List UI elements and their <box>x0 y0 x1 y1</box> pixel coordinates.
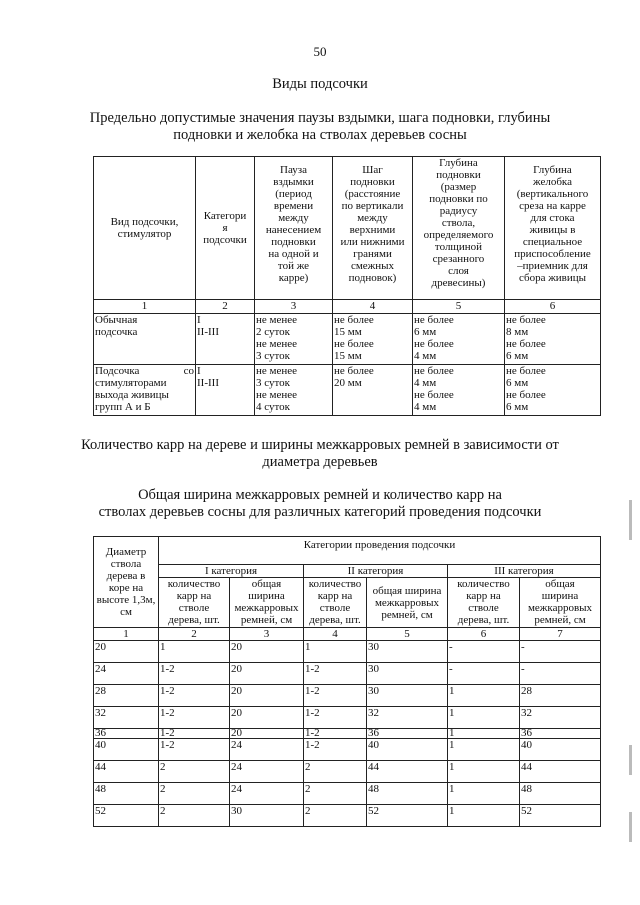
cell-word: со <box>183 365 194 377</box>
cell-line: 4 суток <box>256 401 290 413</box>
cell-line: не более <box>414 314 454 326</box>
table-cell: 44 <box>520 761 601 783</box>
cell-line: не более <box>414 389 454 401</box>
header-line: стволе <box>178 602 210 614</box>
cell-line: 4 мм <box>414 350 437 362</box>
table-cell: 28 <box>520 685 601 707</box>
table-cell: 24 <box>94 663 159 685</box>
table-cell: 48 <box>94 783 159 805</box>
cell-pause <box>255 314 333 365</box>
header-count <box>304 578 367 628</box>
column-number: 5 <box>413 300 505 314</box>
column-number: 4 <box>304 628 367 641</box>
cell-line: не более <box>334 365 374 377</box>
table-cell: 2 <box>304 761 367 783</box>
table-cell: 52 <box>94 805 159 827</box>
table-cell: 1 <box>448 761 520 783</box>
table-row <box>94 663 601 685</box>
scan-edge-mark <box>629 500 632 540</box>
header-line: подновки <box>436 169 481 181</box>
cell-line: подсочка <box>95 326 138 338</box>
header-line: среза на карре <box>519 200 586 212</box>
column-number: 2 <box>196 300 255 314</box>
header-line: между <box>357 212 388 224</box>
header-line: межкарровых <box>374 596 440 609</box>
header-line: количество <box>308 578 362 590</box>
cell-line: не более <box>334 338 374 350</box>
header-line: определяемого <box>423 229 494 241</box>
table-cell: - <box>448 641 520 663</box>
table-cell: 1-2 <box>159 685 230 707</box>
table-cell: 30 <box>367 685 448 707</box>
header-categories: Категории проведения подсочки <box>159 537 601 565</box>
header-line: подновок) <box>348 272 397 284</box>
header-line: срезанного <box>432 253 485 265</box>
cell-depth <box>413 365 505 416</box>
header-line: ствола <box>110 558 142 570</box>
table-cell: 1-2 <box>304 729 367 739</box>
cell-line: 20 мм <box>334 377 362 389</box>
cell-line: 8 мм <box>506 326 529 338</box>
scan-edge-mark <box>629 745 632 775</box>
table-cell: 20 <box>230 663 304 685</box>
header-line: толщиной <box>434 241 483 253</box>
cell-category <box>196 365 255 416</box>
header-line: между <box>278 212 309 224</box>
section-heading: Виды подсочки <box>272 76 368 92</box>
table-cell: 36 <box>520 729 601 739</box>
table-cell: 24 <box>230 739 304 761</box>
table-cell: 20 <box>94 641 159 663</box>
header-line: Диаметр <box>105 546 147 558</box>
table-cell: 1-2 <box>304 663 367 685</box>
table-cell: 1 <box>448 729 520 739</box>
header-line: живицы в <box>529 224 576 236</box>
header-line: на одной и <box>268 248 319 260</box>
header-line: той же <box>277 260 310 272</box>
table-cell: 1 <box>448 783 520 805</box>
header-line: (расстояние <box>344 188 401 200</box>
column-number-row <box>94 300 601 314</box>
table-row <box>94 641 601 663</box>
cell-line: 15 мм <box>334 350 362 362</box>
header-line: карр на <box>176 590 212 602</box>
table-row <box>94 739 601 761</box>
header-line: подновки <box>350 176 395 188</box>
header-width <box>230 578 304 628</box>
cell-line: не менее <box>256 314 298 326</box>
header-line: по вертикали <box>341 200 404 212</box>
category-label: I категория <box>159 565 304 578</box>
table-cell: 1 <box>448 739 520 761</box>
header-line: стволе <box>319 602 351 614</box>
table-cell: 44 <box>94 761 159 783</box>
table-row <box>94 729 601 739</box>
cell-line: не менее <box>256 365 298 377</box>
table-cell: 2 <box>159 783 230 805</box>
header-line: сбора живицы <box>518 272 587 284</box>
header-line: желобка <box>533 176 572 188</box>
header-step <box>333 157 413 300</box>
header-line: ширина <box>248 590 285 602</box>
table-cell: 1 <box>448 707 520 729</box>
table-cell: 40 <box>367 739 448 761</box>
header-line: общая <box>545 578 575 590</box>
header-line: общая ширина <box>372 584 442 597</box>
header-pause <box>255 157 333 300</box>
header-line: количество <box>167 578 221 590</box>
header-line: специальное <box>522 236 583 248</box>
header-groove <box>505 157 601 300</box>
header-line: дерева, шт. <box>309 614 361 626</box>
table-cell: 1 <box>159 641 230 663</box>
header-line: или нижними <box>340 236 405 248</box>
cell-line: 6 мм <box>506 350 529 362</box>
table-cell: 20 <box>230 707 304 729</box>
table-cell: 1-2 <box>304 685 367 707</box>
header-width <box>367 578 448 628</box>
header-line: Глубина <box>533 164 572 176</box>
header-line: межкарровых <box>234 602 299 614</box>
cell-line <box>95 365 194 377</box>
column-number: 1 <box>94 300 196 314</box>
cell-line: 3 суток <box>256 350 290 362</box>
table-cell: 24 <box>230 783 304 805</box>
header-count <box>448 578 520 628</box>
header-type-text: Вид подсочки, стимулятор <box>110 216 179 240</box>
header-line: дерева, шт. <box>168 614 220 626</box>
column-number: 6 <box>505 300 601 314</box>
cell-line: стимуляторами <box>95 377 167 389</box>
table-cell: 1-2 <box>159 729 230 739</box>
cell-word: Подсочка <box>95 365 140 377</box>
table-row <box>94 761 601 783</box>
header-line: см <box>120 606 132 618</box>
cell-line: II-III <box>197 326 219 338</box>
table-cell: 1 <box>304 641 367 663</box>
table-cell: 32 <box>367 707 448 729</box>
subheader-row <box>94 578 601 628</box>
category-label: III категория <box>448 565 601 578</box>
column-number: 3 <box>230 628 304 641</box>
table-cell: 36 <box>367 729 448 739</box>
cell-line: I <box>197 365 201 377</box>
cell-depth <box>413 314 505 365</box>
header-line: ремней, см <box>534 614 586 626</box>
header-line: дерева в <box>106 570 146 582</box>
cell-line: Обычная <box>95 314 138 326</box>
header-line: Шаг <box>362 164 383 176</box>
header-line: –приемник для <box>517 260 588 272</box>
table-cell: 1 <box>448 685 520 707</box>
table-cell: 30 <box>367 663 448 685</box>
column-number: 7 <box>520 628 601 641</box>
table-cell: 1-2 <box>304 739 367 761</box>
table-cell: 52 <box>367 805 448 827</box>
cell-line: 6 мм <box>506 377 529 389</box>
table-cell: 32 <box>520 707 601 729</box>
cell-line: 6 мм <box>414 326 437 338</box>
header-depth <box>413 157 505 300</box>
table2-title-line1: Общая ширина межкарровых ремней и количество карр на <box>138 487 502 503</box>
cell-line: не более <box>414 338 454 350</box>
table2-title-line2: стволах деревьев сосны для различных категорий проведения подсочки <box>98 504 542 520</box>
cell-line: не более <box>506 314 546 326</box>
column-number: 1 <box>94 628 159 641</box>
table1-title-line1: Предельно допустимые значения паузы вздымки, шага подновки, глубины <box>89 110 551 126</box>
cell-line: не менее <box>256 389 298 401</box>
cell-line: групп А и Б <box>95 401 151 413</box>
header-line: подсочки <box>203 234 247 246</box>
header-line: (вертикального <box>516 188 589 200</box>
table-cell: 30 <box>367 641 448 663</box>
cell-line: 2 суток <box>256 326 290 338</box>
table-cell: 52 <box>520 805 601 827</box>
header-line: Пауза <box>280 164 307 176</box>
category-row <box>94 565 601 578</box>
header-line: нанесением <box>265 224 322 236</box>
cell-category <box>196 314 255 365</box>
table2-body <box>94 641 601 827</box>
table-cell: 48 <box>367 783 448 805</box>
cell-step <box>333 365 413 416</box>
column-number: 3 <box>255 300 333 314</box>
cell-line: не менее <box>256 338 298 350</box>
table-cell: 1 <box>448 805 520 827</box>
table-cell: 2 <box>304 783 367 805</box>
table-cell: 1-2 <box>159 663 230 685</box>
header-line: ремней, см <box>240 614 293 626</box>
header-line: радиусу <box>439 205 478 217</box>
header-line: Глубина <box>439 157 478 169</box>
table-cell: 30 <box>230 805 304 827</box>
header-line: карр на <box>466 590 501 602</box>
cell-groove <box>505 314 601 365</box>
taps-width-table <box>93 536 601 827</box>
table-cell: 20 <box>230 685 304 707</box>
header-line: верхними <box>349 224 396 236</box>
table-cell: 40 <box>94 739 159 761</box>
scan-edge-mark <box>629 812 632 842</box>
header-line: я <box>222 222 228 234</box>
header-line: (размер <box>440 181 477 193</box>
table-row <box>94 314 601 365</box>
page-number: 50 <box>313 44 327 59</box>
cell-line: не более <box>506 365 546 377</box>
table-cell: 24 <box>230 761 304 783</box>
table-row <box>94 783 601 805</box>
table-cell: - <box>520 641 601 663</box>
header-line: приспособление <box>514 248 591 260</box>
cell-line: не более <box>414 365 454 377</box>
column-number-row <box>94 628 601 641</box>
column-number: 2 <box>159 628 230 641</box>
table-cell: 36 <box>94 729 159 739</box>
table-row <box>94 805 601 827</box>
header-line: межкарровых <box>527 602 593 614</box>
pause-limits-table <box>93 156 601 416</box>
header-line: ствола, <box>441 217 476 229</box>
category-label: II категория <box>304 565 448 578</box>
table-row <box>94 365 601 416</box>
table-row <box>94 685 601 707</box>
header-line: смежных <box>350 260 395 272</box>
header-line: карр на <box>317 590 353 602</box>
table-cell: 1-2 <box>304 707 367 729</box>
header-line: стволе <box>468 602 499 614</box>
header-line: коре на <box>108 582 144 594</box>
section2-title-line2: диаметра деревьев <box>262 454 378 470</box>
cell-line: II-III <box>197 377 219 389</box>
header-line: древесины) <box>431 277 486 289</box>
header-line: (период <box>275 188 312 200</box>
table-cell: 40 <box>520 739 601 761</box>
table-cell: 2 <box>159 805 230 827</box>
header-width <box>520 578 601 628</box>
column-number: 4 <box>333 300 413 314</box>
header-line: ширина <box>541 590 579 602</box>
table-cell: 20 <box>230 729 304 739</box>
cell-line: 4 мм <box>414 377 437 389</box>
cell-step <box>333 314 413 365</box>
table-cell: 2 <box>304 805 367 827</box>
header-line: подновки <box>271 236 316 248</box>
cell-line: I <box>197 314 201 326</box>
table-cell: - <box>448 663 520 685</box>
section2-title-line1: Количество карр на дереве и ширины межкарровых ремней в зависимости от <box>81 437 559 453</box>
header-diameter <box>94 537 159 628</box>
header-line: подновки по <box>429 193 488 205</box>
table-cell: 48 <box>520 783 601 805</box>
cell-line: 3 суток <box>256 377 290 389</box>
table-header-row <box>94 537 601 565</box>
header-line: высоте 1,3м, <box>96 594 156 606</box>
cell-line: выхода живицы <box>95 389 169 401</box>
header-type <box>94 157 196 300</box>
header-line: количество <box>457 578 510 590</box>
cell-line: не более <box>334 314 374 326</box>
table-header-row <box>94 157 601 300</box>
table-cell: 2 <box>159 761 230 783</box>
cell-line: 6 мм <box>506 401 529 413</box>
cell-line: 4 мм <box>414 401 437 413</box>
cell-pause <box>255 365 333 416</box>
header-line: вздымки <box>273 176 314 188</box>
table-cell: 44 <box>367 761 448 783</box>
cell-line: 15 мм <box>334 326 362 338</box>
header-count <box>159 578 230 628</box>
table-cell: - <box>520 663 601 685</box>
header-line: дерева, шт. <box>457 614 510 626</box>
cell-groove <box>505 365 601 416</box>
header-line: Категори <box>203 210 247 222</box>
table-cell: 28 <box>94 685 159 707</box>
header-line: гранями <box>353 248 392 260</box>
header-line: времени <box>273 200 314 212</box>
table-cell: 1-2 <box>159 707 230 729</box>
cell-line: не более <box>506 389 546 401</box>
table-row <box>94 707 601 729</box>
header-line: слоя <box>448 265 469 277</box>
table-cell: 1-2 <box>159 739 230 761</box>
column-number: 6 <box>448 628 520 641</box>
header-line: карре) <box>278 272 309 284</box>
table1-title-line2: подновки и желобка на стволах деревьев сосны <box>173 127 467 143</box>
table-cell: 20 <box>230 641 304 663</box>
header-category <box>196 157 255 300</box>
header-line: для стока <box>530 212 575 224</box>
cell-type <box>94 365 196 416</box>
cell-line: не более <box>506 338 546 350</box>
column-number: 5 <box>367 628 448 641</box>
cell-type <box>94 314 196 365</box>
header-line: ремней, см <box>381 608 433 621</box>
header-line: общая <box>251 578 282 590</box>
table-cell: 32 <box>94 707 159 729</box>
